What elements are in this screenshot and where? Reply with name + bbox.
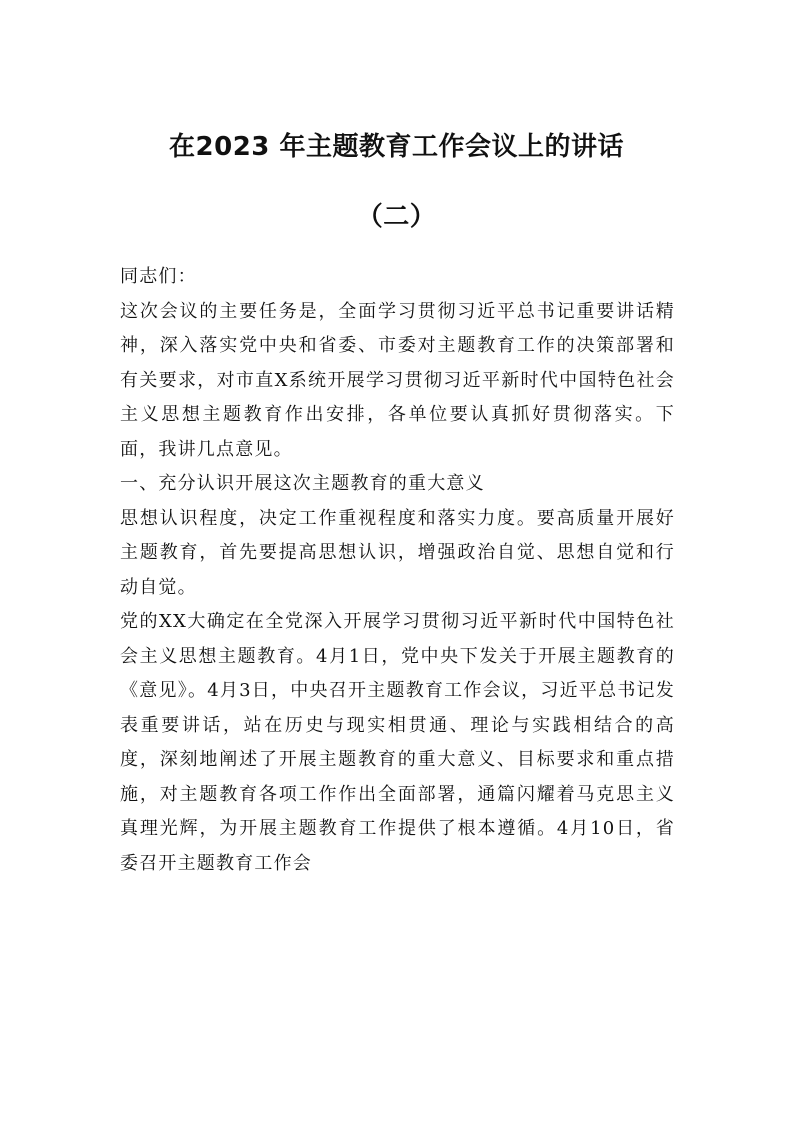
document-body [120, 260, 675, 881]
section-heading: 一、充分认识开展这次主题教育的重大意义 [120, 473, 485, 494]
document-title: 在2023 年主题教育工作会议上的讲话 [169, 132, 624, 162]
body-paragraph: 思想认识程度，决定工作重视程度和落实力度。要高质量开展好主题教育，首先要提高思想认识，增强政治自觉、思想自觉和行动自觉。 [120, 507, 675, 598]
document-subtitle: （二） [356, 202, 437, 232]
body-paragraph: 党的XX大确定在全党深入开展学习贯彻习近平新时代中国特色社会主义思想主题教育。4月1日，党中央下发关于开展主题教育的《意见》。4月3日，中央召开主题教育工作会议，习近平总书记发表重要讲话，站在历史与现实相贯通、理论与实践相结合的高度，深刻地阐述了开展主题教育的重大意义、目标要求和重点措施，对主题教育各项工作作出全面部署，通篇闪耀着马克思主义真理光辉，为开展主题教育工作提供了根本遵循。4月10日，省委召开主题教育工作会 [120, 611, 675, 874]
salutation: 同志们： [120, 266, 197, 287]
intro-paragraph: 这次会议的主要任务是，全面学习贯彻习近平总书记重要讲话精神，深入落实党中央和省委、市委对主题教育工作的决策部署和有关要求，对市直X系统开展学习贯彻习近平新时代中国特色社会主义思想主题教育作出安排，各单位要认真抓好贯彻落实。下面，我讲几点意见。 [120, 300, 675, 460]
